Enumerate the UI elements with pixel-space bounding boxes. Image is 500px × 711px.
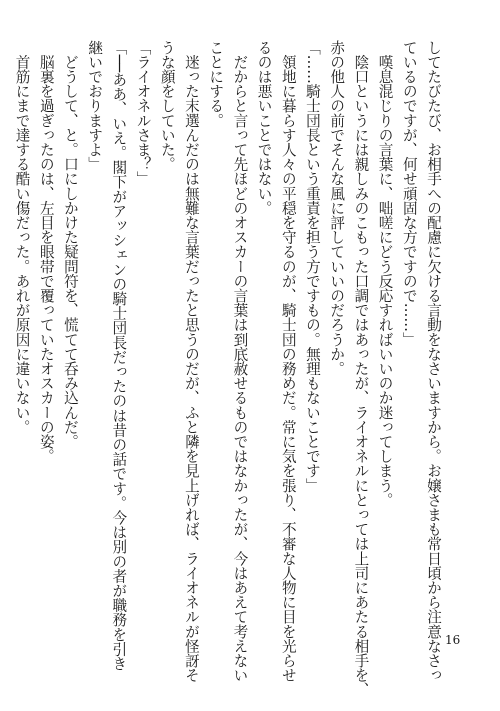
vertical-text-body <box>13 40 445 697</box>
text-line: 迷った末選んだのは無難な言葉だったと思うのだが、ふと隣を見上げれば、ライオネルが怪訝そ <box>182 40 200 683</box>
text-line: だからと言って先ほどのオスカーの言葉は到底赦せるものではなかったが、今はあえて考えない <box>231 40 249 683</box>
text-line: 嘆息混じりの言葉に、咄嗟にどう反応すればいいのか迷ってしまう。 <box>376 40 394 508</box>
text-line: うな顔をしていた。 <box>158 40 176 172</box>
text-line: ことにする。 <box>207 40 225 128</box>
text-line: 赤の他人の前でそんな風に評していいのだろうか。 <box>328 40 346 376</box>
page-number: 16 <box>445 633 461 647</box>
text-line: るのは悪いことではない。 <box>255 40 273 216</box>
text-line: 領地に暮らす人々の平穏を守るのが、騎士団の務めだ。常に気を張り、不審な人物に目を光らせ <box>279 40 297 683</box>
text-line: ているのですが、何せ頑固な方ですので……」 <box>400 40 418 347</box>
text-line: 陰口というには親しみのこもった口調ではあったが、ライオネルにとっては上司にあたる相手を、 <box>352 40 370 697</box>
text-line: 「──ああ、いえ。閣下がアッシェンの騎士団長だったのは昔の話です。今は別の者が職務を引き <box>110 40 128 671</box>
text-line: 継いでおりますよ」 <box>86 40 104 172</box>
text-line: 首筋にまで達する酷い傷だった。あれが原因に違いない。 <box>13 40 31 435</box>
text-line: 脳裏を過ぎったのは、左目を眼帯で覆っていたオスカーの姿。 <box>37 40 55 464</box>
text-line: どうして、と。口にしかけた疑問符を、慌てて呑み込んだ。 <box>61 40 79 449</box>
text-line: 「……騎士団長という重責を担う方ですもの。無理もないことです」 <box>303 40 321 493</box>
text-line: してたびたび、お相手への配慮に欠ける言動をなさいますから。お嬢さまも常日頃から注意なさっ <box>425 40 442 683</box>
text-line: 「ライオネルさま？」 <box>134 40 152 186</box>
